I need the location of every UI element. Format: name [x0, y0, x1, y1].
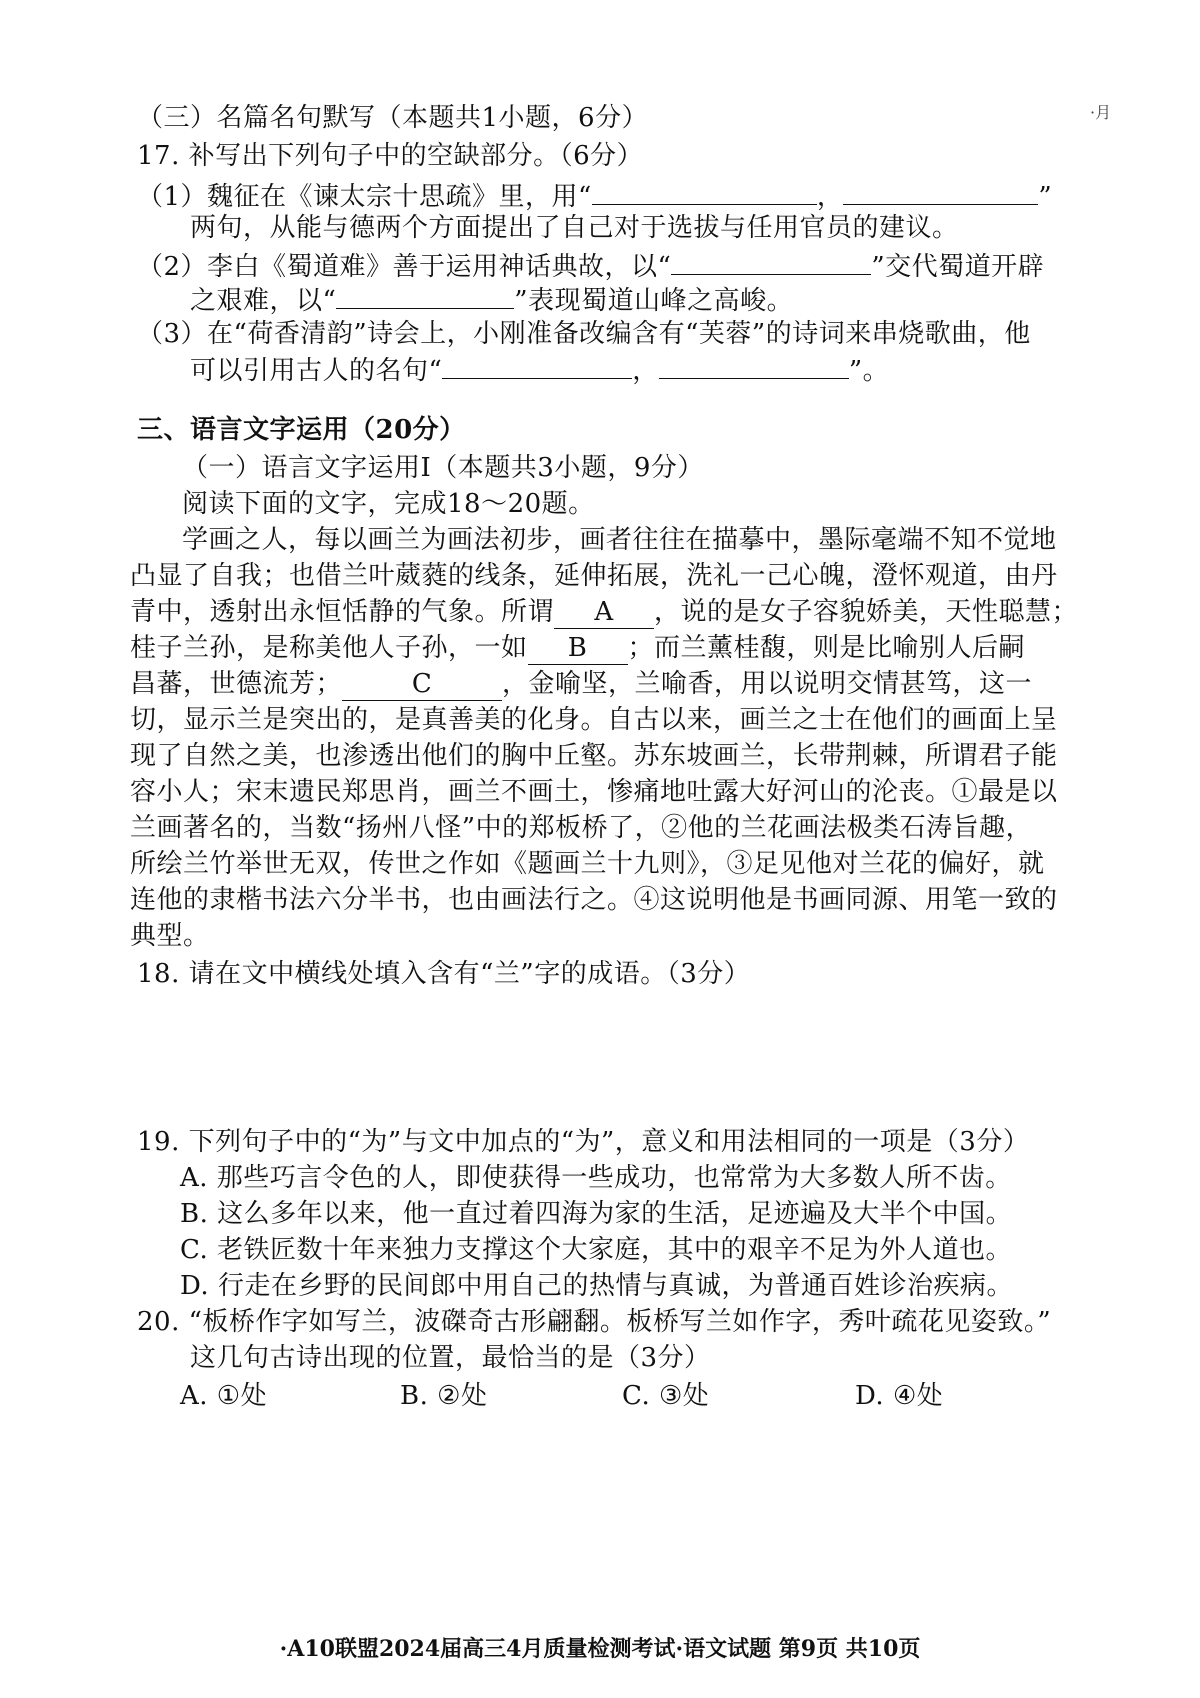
answer-blank[interactable] [442, 352, 632, 379]
question-18: 18. 请在文中横线处填入含有“兰”字的成语。（3分） [137, 959, 751, 989]
option-19-c[interactable]: C. 老铁匠数十年来独力支撑这个大家庭，其中的艰辛不足为外人道也。 [180, 1235, 1012, 1265]
passage-line: 所绘兰竹举世无双，传世之作如《题画兰十九则》，③足见他对兰花的偏好，就 [130, 849, 1045, 879]
corner-mark: ·月 [1090, 103, 1112, 122]
answer-blank[interactable] [671, 248, 871, 275]
passage-text: 昌蕃，世德流芳； [130, 669, 343, 699]
passage-text: ，说的是女子容貌娇美，天性聪慧； [654, 597, 1079, 627]
q17-part1-line1 [137, 178, 1052, 213]
passage-line [130, 632, 1025, 665]
comma: ， [816, 182, 844, 212]
passage-text: ；而兰薰桂馥，则是比喻别人后嗣 [627, 633, 1026, 663]
blank-c[interactable]: C [342, 668, 502, 701]
option-19-b[interactable]: B. 这么多年以来，他一直过着四海为家的生活，足迹遍及大半个中国。 [180, 1199, 1013, 1229]
q17-part1-line2: 两句，从能与德两个方面提出了自己对于选拔与任用官员的建议。 [190, 213, 959, 243]
option-20-c[interactable]: C. ③处 [622, 1381, 710, 1411]
q17-part3-line2-start: 可以引用古人的名句“ [190, 356, 443, 386]
passage-line: 学画之人，每以画兰为画法初步，画者往往在描摹中，墨际毫端不知不觉地 [182, 525, 1057, 555]
q17-part1-text: （1）魏征在《谏太宗十思疏》里，用“ [137, 182, 592, 212]
passage-line: 切，显示兰是突出的，是真善美的化身。自古以来，画兰之士在他们的画面上呈 [130, 705, 1058, 735]
passage-line: 凸显了自我；也借兰叶葳蕤的线条，延伸拓展，洗礼一己心魄，澄怀观道，由丹 [130, 561, 1058, 591]
passage-line: 现了自然之美，也渗透出他们的胸中丘壑。苏东坡画兰，长带荆棘，所谓君子能 [130, 741, 1058, 771]
passage-line [130, 596, 1078, 629]
option-20-d[interactable]: D. ④处 [855, 1381, 944, 1411]
option-19-a[interactable]: A. 那些巧言令色的人，即使获得一些成功，也常常为大多数人所不齿。 [180, 1163, 1012, 1193]
question-19: 19. 下列句子中的“为”与文中加点的“为”，意义和用法相同的一项是（3分） [137, 1127, 1030, 1157]
option-20-a[interactable]: A. ①处 [180, 1381, 268, 1411]
passage-line: 兰画著名的，当数“扬州八怪”中的郑板桥了，②他的兰花画法极类石涛旨趣， [130, 813, 1033, 843]
passage-line: 连他的隶楷书法六分半书，也由画法行之。④这说明他是书画同源、用笔一致的 [130, 885, 1058, 915]
q17-part3-line1: （3）在“荷香清韵”诗会上，小刚准备改编含有“芙蓉”的诗词来串烧歌曲，他 [137, 319, 1031, 349]
answer-blank[interactable] [843, 178, 1038, 205]
answer-blank[interactable] [592, 178, 817, 205]
q17-part2-end: ”交代蜀道开辟 [871, 252, 1045, 282]
close-quote: ” [1038, 182, 1053, 212]
answer-blank[interactable] [659, 352, 849, 379]
page-footer: ·A10联盟2024届高三4月质量检测考试·语文试题 第9页 共10页 [279, 1636, 921, 1662]
section-heading-three: 三、语言文字运用（20分） [137, 415, 466, 445]
q17-part2-line1 [137, 248, 1044, 283]
blank-b[interactable]: B [528, 632, 628, 665]
q17-part2-line2 [190, 282, 793, 317]
passage-text: 桂子兰孙，是称美他人子孙，一如 [130, 633, 528, 663]
passage-line [130, 668, 1032, 701]
comma: ， [632, 356, 659, 386]
passage-line: 容小人；宋末遗民郑思肖，画兰不画土，惨痛地吐露大好河山的沦丧。①最是以 [130, 777, 1058, 807]
passage-text: 青中，透射出永恒恬静的气象。所谓 [130, 597, 555, 627]
passage-line: 典型。 [130, 921, 210, 951]
blank-a[interactable]: A [554, 596, 654, 629]
question-17: 17. 补写出下列句子中的空缺部分。（6分） [137, 141, 644, 171]
close-quote: ”。 [848, 356, 890, 386]
q17-part2-text: （2）李白《蜀道难》善于运用神话典故，以“ [137, 252, 672, 282]
q17-part3-line2 [190, 352, 889, 387]
section-heading-mingju: （三）名篇名句默写（本题共1小题，6分） [137, 103, 649, 133]
question-20: 20. “板桥作字如写兰，波磔奇古形翩翻。板桥写兰如作字，秀叶疏花见姿致。” [137, 1307, 1052, 1337]
q17-part2-line2-end: ”表现蜀道山峰之高峻。 [514, 286, 794, 316]
sub-heading: （一）语言文字运用Ⅰ（本题共3小题，9分） [182, 453, 704, 483]
option-20-b[interactable]: B. ②处 [400, 1381, 488, 1411]
option-19-d[interactable]: D. 行走在乡野的民间郎中用自己的热情与真诚，为普通百姓诊治疾病。 [180, 1271, 1013, 1301]
passage-text: ，金喻坚，兰喻香，用以说明交情甚笃，这一 [502, 669, 1033, 699]
answer-blank[interactable] [336, 282, 514, 309]
question-20-line2: 这几句古诗出现的位置，最恰当的是（3分） [190, 1343, 711, 1373]
reading-intro: 阅读下面的文字，完成18～20题。 [182, 489, 595, 519]
q17-part2-line2-start: 之艰难，以“ [190, 286, 337, 316]
